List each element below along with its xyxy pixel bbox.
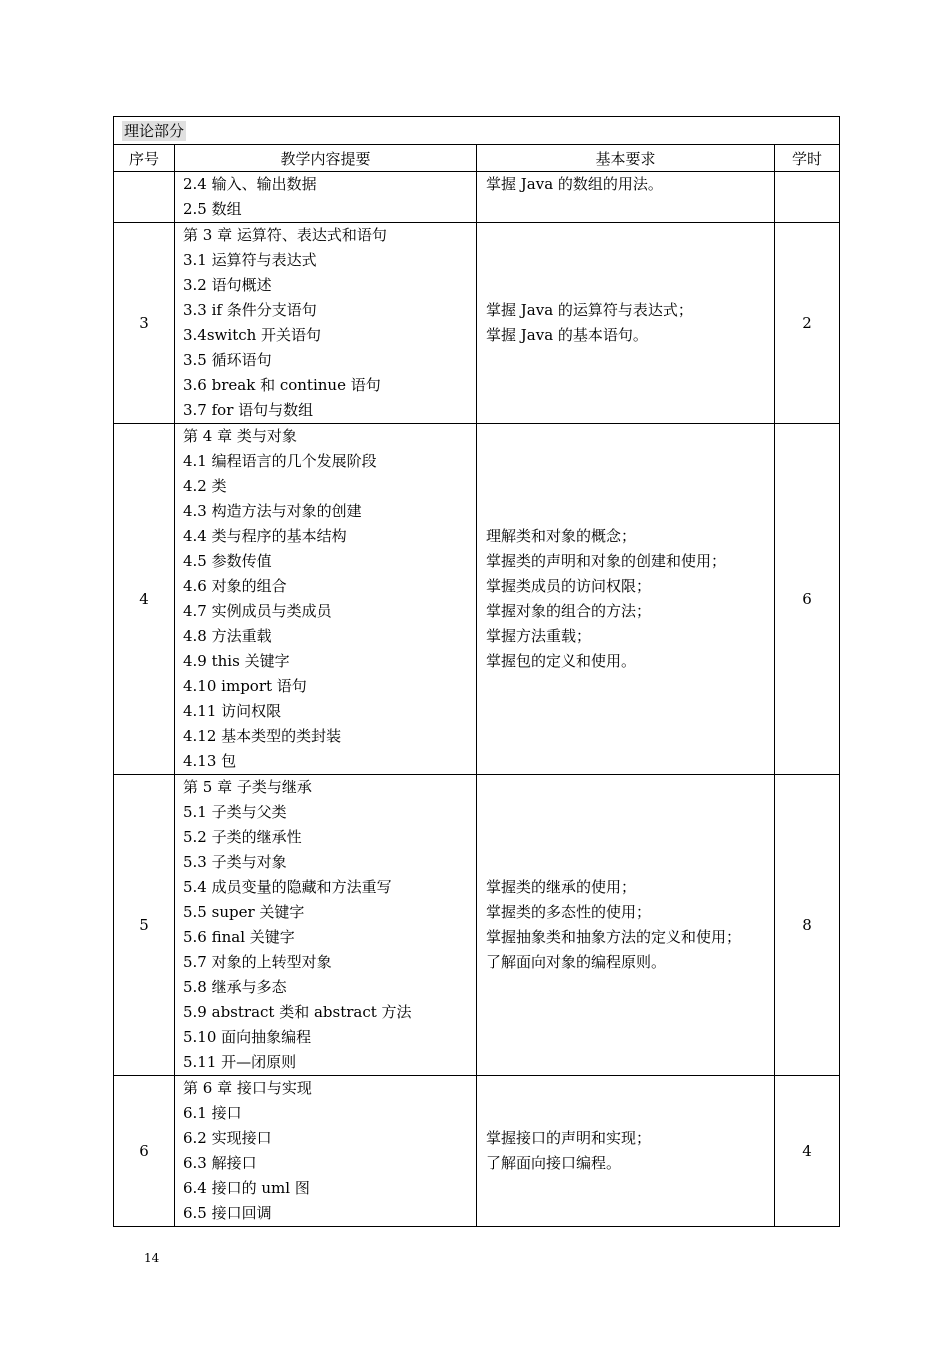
content-line: 3.1 运算符与表达式 <box>183 251 317 269</box>
content-line: 第 5 章 子类与继承 <box>183 778 312 796</box>
content-line: 5.10 面向抽象编程 <box>183 1028 312 1046</box>
header-number: 序号 <box>114 145 175 172</box>
content-line: 4.8 方法重载 <box>183 627 272 645</box>
table-row <box>114 223 840 424</box>
content-line: 5.4 成员变量的隐藏和方法重写 <box>183 878 392 896</box>
row-number: 5 <box>114 775 175 1076</box>
content-line: 4.13 包 <box>183 752 237 770</box>
requirement-line: 掌握类的声明和对象的创建和使用； <box>486 552 727 570</box>
content-line: 3.3 if 条件分支语句 <box>183 301 317 319</box>
row-hours: 8 <box>775 775 840 1076</box>
content-line: 3.7 for 语句与数组 <box>183 401 314 419</box>
content-line: 5.2 子类的继承性 <box>183 828 302 846</box>
section-label: 理论部分 <box>124 122 185 140</box>
content-line: 4.4 类与程序的基本结构 <box>183 527 347 545</box>
header-row <box>114 145 840 172</box>
requirement-line: 掌握类的多态性的使用； <box>486 903 652 921</box>
row-number: 6 <box>114 1076 175 1227</box>
content-line: 6.4 接口的 uml 图 <box>183 1179 310 1197</box>
row-content <box>175 223 477 424</box>
row-requirements <box>477 1076 775 1227</box>
row-requirements <box>477 775 775 1076</box>
requirement-line: 掌握抽象类和抽象方法的定义和使用； <box>486 928 742 946</box>
requirement-line: 掌握 Java 的基本语句。 <box>486 326 648 344</box>
content-line: 4.2 类 <box>183 477 227 495</box>
requirement-line: 掌握 Java 的数组的用法。 <box>486 175 663 193</box>
header-hours: 学时 <box>775 145 840 172</box>
requirement-line: 掌握类成员的访问权限； <box>486 577 652 595</box>
row-hours <box>775 172 840 223</box>
requirement-line: 掌握类的继承的使用； <box>486 878 637 896</box>
content-line: 5.5 super 关键字 <box>183 903 305 921</box>
table-row <box>114 172 840 223</box>
table-row <box>114 424 840 775</box>
row-number <box>114 172 175 223</box>
requirement-line: 掌握对象的组合的方法； <box>486 602 652 620</box>
content-line: 5.1 子类与父类 <box>183 803 287 821</box>
row-requirements <box>477 424 775 775</box>
content-line: 第 3 章 运算符、表达式和语句 <box>183 226 387 244</box>
row-requirements <box>477 172 775 223</box>
content-line: 4.9 this 关键字 <box>183 652 290 670</box>
row-number: 4 <box>114 424 175 775</box>
content-line: 6.3 解接口 <box>183 1154 257 1172</box>
row-hours: 6 <box>775 424 840 775</box>
table-row <box>114 1076 840 1227</box>
content-line: 4.11 访问权限 <box>183 702 282 720</box>
requirement-line: 了解面向接口编程。 <box>486 1154 622 1172</box>
content-line: 3.5 循环语句 <box>183 351 272 369</box>
content-line: 4.7 实例成员与类成员 <box>183 602 332 620</box>
row-content <box>175 775 477 1076</box>
row-hours: 4 <box>775 1076 840 1227</box>
content-line: 5.7 对象的上转型对象 <box>183 953 332 971</box>
content-line: 6.2 实现接口 <box>183 1129 272 1147</box>
section-row <box>114 117 840 145</box>
header-content: 教学内容提要 <box>175 145 477 172</box>
requirement-line: 掌握包的定义和使用。 <box>486 652 637 670</box>
content-line: 4.5 参数传值 <box>183 552 272 570</box>
content-line: 第 4 章 类与对象 <box>183 427 297 445</box>
content-line: 第 6 章 接口与实现 <box>183 1079 312 1097</box>
content-line: 4.6 对象的组合 <box>183 577 287 595</box>
row-content <box>175 424 477 775</box>
header-requirements: 基本要求 <box>477 145 775 172</box>
requirement-line: 掌握方法重载； <box>486 627 592 645</box>
requirement-line: 掌握 Java 的运算符与表达式； <box>486 301 693 319</box>
row-content <box>175 1076 477 1227</box>
row-hours: 2 <box>775 223 840 424</box>
requirement-line: 理解类和对象的概念； <box>486 527 637 545</box>
syllabus-table <box>113 116 840 1227</box>
row-content <box>175 172 477 223</box>
content-line: 5.9 abstract 类和 abstract 方法 <box>183 1003 412 1021</box>
content-line: 5.11 开—闭原则 <box>183 1053 297 1071</box>
content-line: 4.1 编程语言的几个发展阶段 <box>183 452 377 470</box>
content-line: 3.6 break 和 continue 语句 <box>183 376 381 394</box>
requirement-line: 掌握接口的声明和实现； <box>486 1129 652 1147</box>
row-number: 3 <box>114 223 175 424</box>
page-number: 14 <box>144 1251 160 1265</box>
content-line: 2.5 数组 <box>183 200 242 218</box>
table-row <box>114 775 840 1076</box>
requirement-line: 了解面向对象的编程原则。 <box>486 953 667 971</box>
content-line: 3.2 语句概述 <box>183 276 272 294</box>
content-line: 5.8 继承与多态 <box>183 978 287 996</box>
content-line: 5.6 final 关键字 <box>183 928 295 946</box>
content-line: 4.3 构造方法与对象的创建 <box>183 502 362 520</box>
content-line: 4.12 基本类型的类封装 <box>183 727 342 745</box>
content-line: 6.1 接口 <box>183 1104 242 1122</box>
section-cell <box>114 117 840 145</box>
row-requirements <box>477 223 775 424</box>
content-line: 5.3 子类与对象 <box>183 853 287 871</box>
content-line: 6.5 接口回调 <box>183 1204 272 1222</box>
content-line: 3.4switch 开关语句 <box>183 326 322 344</box>
content-line: 4.10 import 语句 <box>183 677 307 695</box>
content-line: 2.4 输入、输出数据 <box>183 175 317 193</box>
